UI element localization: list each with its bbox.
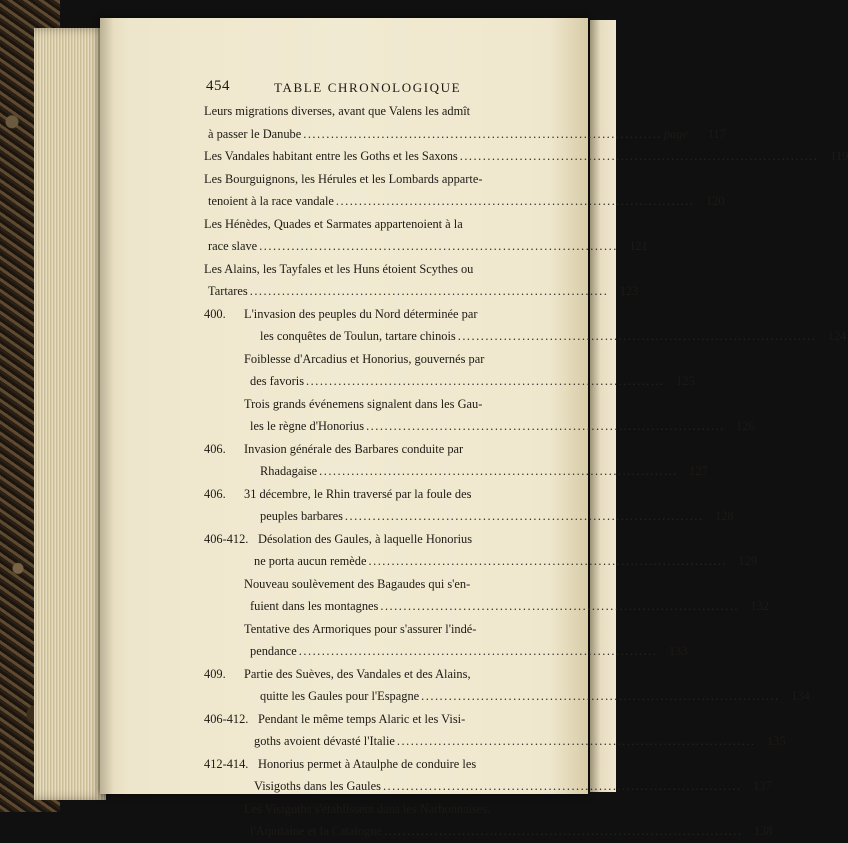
toc-entry <box>204 145 848 168</box>
entry-page-number: 125 <box>676 374 695 388</box>
entry-page-number: 129 <box>738 554 758 568</box>
entry-page-number: 138 <box>753 824 773 838</box>
running-header <box>204 78 530 96</box>
entry-page-number: 124 <box>827 329 847 343</box>
toc-entry <box>204 618 688 663</box>
leader-dots: .............................................................................. <box>344 509 704 523</box>
entry-text: Les Bourguignons, les Hérules et les Lombards apparte- <box>204 171 483 186</box>
entry-text: quitte les Gaules pour l'Espagne <box>260 689 420 703</box>
entry-date: 406-412. <box>204 531 249 546</box>
entry-text: Désolation des Gaules, à laquelle Honorius <box>258 531 473 546</box>
entry-text: pendance <box>250 644 297 658</box>
entry-line <box>204 168 530 191</box>
entry-line <box>204 280 639 303</box>
entry-page-number: 120 <box>705 194 725 208</box>
entry-date: 409. <box>204 666 226 681</box>
entry-text: race slave <box>208 239 258 253</box>
leader-dots: .............................................................................. <box>380 599 739 613</box>
entry-text: les conquêtes de Toulun, tartare chinois <box>260 329 456 343</box>
entry-line <box>204 325 847 348</box>
entry-text: Les Vandales habitant entre les Goths et les Saxons <box>204 149 458 163</box>
entry-date: 400. <box>204 306 226 321</box>
entry-text: les le règne d'Honorius <box>250 419 365 433</box>
entry-page-number: 132 <box>750 599 769 613</box>
entry-text: peuples barbares <box>260 509 343 523</box>
entry-text: Foiblesse d'Arcadius et Honorius, gouvernés par <box>244 351 485 366</box>
leader-dots: .............................................................................. <box>319 464 678 478</box>
leader-dots: .............................................................................. <box>298 644 658 658</box>
entry-date: 412-414. <box>204 756 249 771</box>
toc-entry <box>204 168 725 213</box>
toc-entry <box>204 663 810 708</box>
leader-dots: .............................................................................. <box>396 734 756 748</box>
leader-dots: .............................................................................. <box>368 554 728 568</box>
entry-line <box>204 528 530 551</box>
entry-page-number: 117 <box>707 126 726 141</box>
page-number: 454 <box>206 78 230 94</box>
entry-line <box>204 775 772 798</box>
toc-entry <box>204 708 786 753</box>
entry-text: Les Hénèdes, Quades et Sarmates appartenoient à la <box>204 216 463 231</box>
entry-text: l'Aquitaine et la Catalogne <box>250 824 382 838</box>
leader-dots: .............................................................................. <box>459 149 819 163</box>
entry-text: Invasion générale des Barbares conduite par <box>244 441 464 456</box>
leader-dots: .............................................................................. <box>306 374 665 388</box>
entry-line <box>204 708 530 731</box>
leader-dots: .............................................................................. <box>335 194 695 208</box>
entry-date: 406. <box>204 441 226 456</box>
entry-text: fuient dans les montagnes <box>250 599 379 613</box>
entry-line <box>204 145 848 168</box>
entry-text: des favoris <box>250 374 305 388</box>
entry-line <box>204 663 530 686</box>
entry-page-number: 133 <box>668 644 688 658</box>
entry-line <box>204 100 530 123</box>
toc-entry <box>204 303 847 348</box>
entry-line <box>204 393 530 416</box>
page-block-edge <box>34 28 106 800</box>
entry-text: goths avoient dévasté l'Italie <box>254 734 395 748</box>
entry-line <box>204 595 769 618</box>
entry-text: Les Visigoths s'établissent dans les Narbonnaises, <box>244 801 491 816</box>
toc-entries <box>204 100 848 843</box>
entry-page-number: 123 <box>619 284 639 298</box>
entry-line <box>204 348 530 371</box>
entry-text: Les Alains, les Tayfales et les Huns étoient Scythes ou <box>204 261 474 276</box>
entry-text: Leurs migrations diverses, avant que Valens les admît <box>204 104 471 118</box>
leader-dots: .............................................................................. <box>303 126 662 141</box>
entry-date: 406-412. <box>204 711 249 726</box>
entry-text: Visigoths dans les Gaules <box>254 779 381 793</box>
entry-line <box>204 190 725 213</box>
entry-line <box>204 505 734 528</box>
entry-line <box>204 213 530 236</box>
entry-line <box>204 798 530 821</box>
page-title: TABLE CHRONOLOGIQUE <box>274 80 462 95</box>
entry-line <box>204 550 758 573</box>
entry-line <box>204 730 786 753</box>
toc-entry <box>204 483 734 528</box>
page-word: page <box>663 126 688 141</box>
gutter-shadow <box>100 18 114 794</box>
toc-entry <box>204 528 758 573</box>
toc-entry <box>204 100 726 145</box>
toc-entry <box>204 438 708 483</box>
leader-dots: .............................................................................. <box>249 284 609 298</box>
entry-text: Rhadagaise <box>260 464 318 478</box>
leader-dots: .............................................................................. <box>259 239 618 253</box>
entry-page-number: 137 <box>752 779 772 793</box>
toc-entry <box>204 348 695 393</box>
entry-page-number: 127 <box>689 464 708 478</box>
entry-text: Honorius permet à Ataulphe de conduire les <box>258 756 477 771</box>
entry-page-number: 135 <box>766 734 786 748</box>
entry-line <box>204 753 530 776</box>
entry-date: 406. <box>204 486 226 501</box>
toc-entry <box>204 753 772 798</box>
entry-line <box>204 820 773 843</box>
page-content <box>204 78 848 843</box>
entry-text: 31 décembre, le Rhin traversé par la foule des <box>244 486 472 501</box>
leader-dots: .............................................................................. <box>382 779 742 793</box>
entry-text: ne porta aucun remède <box>254 554 367 568</box>
entry-line <box>204 460 708 483</box>
entry-text: à passer le Danube <box>208 126 302 141</box>
entry-text: Partie des Suèves, des Vandales et des Alains, <box>244 666 471 681</box>
entry-text: L'invasion des peuples du Nord déterminée par <box>244 306 478 321</box>
toc-entry <box>204 798 773 843</box>
leader-dots: .............................................................................. <box>457 329 817 343</box>
entry-line <box>204 573 530 596</box>
entry-page-number: 128 <box>714 509 734 523</box>
toc-entry <box>204 573 769 618</box>
entry-text: Trois grands événemens signalent dans les Gau- <box>244 396 483 411</box>
entry-line <box>204 685 810 708</box>
entry-page-number: 126 <box>736 419 755 433</box>
leader-dots: .............................................................................. <box>383 824 743 838</box>
entry-line <box>204 483 530 506</box>
leader-dots: .............................................................................. <box>421 689 780 703</box>
entry-line <box>204 370 695 393</box>
entry-line <box>204 303 530 326</box>
entry-text: Pendant le même temps Alaric et les Visi- <box>258 711 466 726</box>
entry-text: Tartares <box>208 284 248 298</box>
entry-page-number: 134 <box>791 689 810 703</box>
toc-entry <box>204 393 755 438</box>
entry-text: Nouveau soulèvement des Bagaudes qui s'en- <box>244 576 471 591</box>
entry-line <box>204 123 726 146</box>
entry-line <box>204 415 755 438</box>
entry-text: tenoient à la race vandale <box>208 194 334 208</box>
entry-text: Tentative des Armoriques pour s'assurer l'indé- <box>244 621 477 636</box>
leader-dots: .............................................................................. <box>366 419 725 433</box>
toc-entry <box>204 213 648 258</box>
entry-line <box>204 235 648 258</box>
entry-line <box>204 258 530 281</box>
entry-page-number: 119 <box>830 149 848 163</box>
entry-line <box>204 438 530 461</box>
entry-page-number: 121 <box>629 239 648 253</box>
entry-line <box>204 618 530 641</box>
toc-entry <box>204 258 639 303</box>
entry-line <box>204 640 688 663</box>
